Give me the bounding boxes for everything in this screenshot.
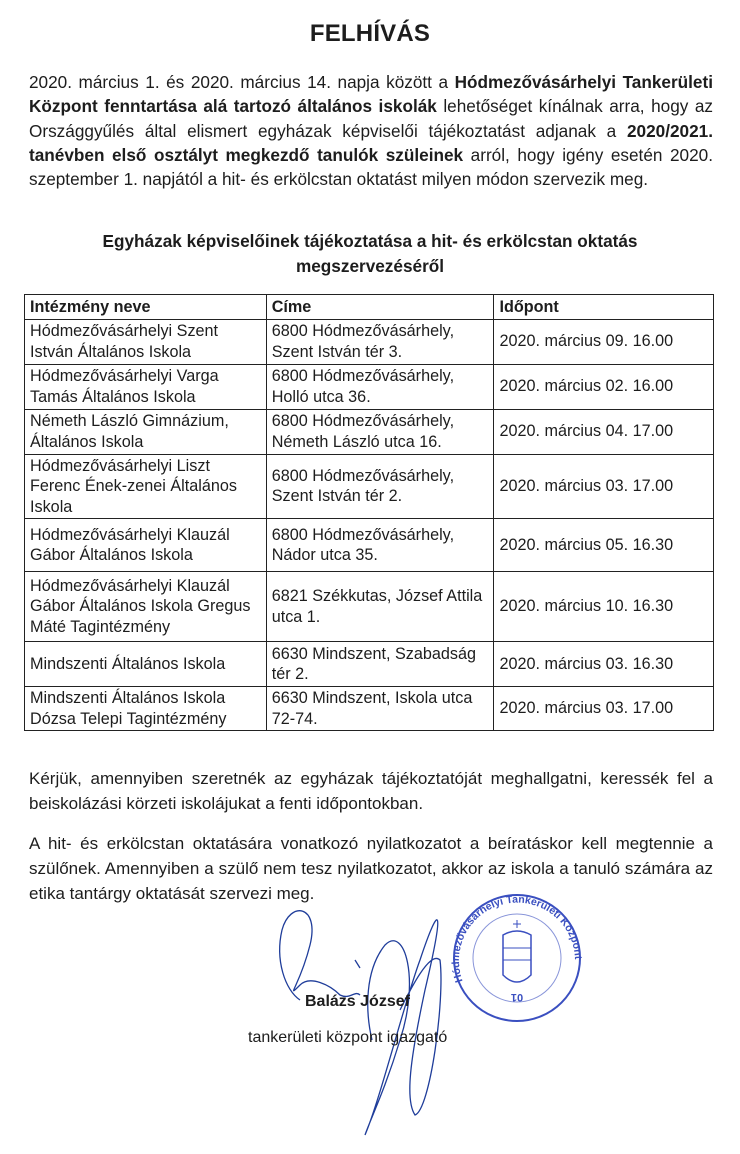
signatory-name: Balázs József xyxy=(305,993,410,1010)
institution-cell: Hódmezővásárhelyi Liszt Ferenc Ének-zenei Általános Iskola xyxy=(25,454,267,519)
time-cell: 2020. március 10. 16.30 xyxy=(494,572,714,642)
stamp-number: 01 xyxy=(510,991,524,1003)
stamp-inner-ring xyxy=(473,914,561,1002)
official-stamp xyxy=(450,894,584,1021)
column-header-institution: Intézmény neve xyxy=(25,295,267,320)
address-cell: 6800 Hódmezővásárhely, Holló utca 36. xyxy=(266,364,494,409)
address-cell: 6630 Mindszent, Szabadság tér 2. xyxy=(266,642,494,687)
time-cell: 2020. március 05. 16.30 xyxy=(494,519,714,572)
time-cell: 2020. március 04. 17.00 xyxy=(494,409,714,454)
table-row xyxy=(25,319,714,364)
table-row xyxy=(25,572,714,642)
table-row xyxy=(25,409,714,454)
table-row xyxy=(25,519,714,572)
column-header-time: Időpont xyxy=(494,295,714,320)
institution-cell: Mindszenti Általános Iskola xyxy=(25,642,267,687)
time-cell: 2020. március 03. 17.00 xyxy=(494,454,714,519)
table-row xyxy=(25,687,714,731)
handwritten-signature xyxy=(280,911,441,1135)
intro-text-1: 2020. március 1. és 2020. március 14. napja között a xyxy=(29,72,455,92)
table-row xyxy=(25,364,714,409)
institution-cell: Németh László Gimnázium, Általános Iskola xyxy=(25,409,267,454)
signatory-role: tankerületi központ igazgató xyxy=(248,1029,448,1046)
institution-cell: Hódmezővásárhelyi Szent István Általános Iskola xyxy=(25,319,267,364)
table-row xyxy=(25,642,714,687)
institution-cell: Hódmezővásárhelyi Klauzál Gábor Általános Iskola Gregus Máté Tagintézmény xyxy=(25,572,267,642)
declaration-paragraph: A hit- és erkölcstan oktatására vonatkozó nyilatkozatot a beíratáskor kell megtennie a szülőnek. Amennyiben a szülő nem tesz nyilatkozatot, akkor az iskola a tanuló számára az etika tantárgy oktatását szervezi meg. xyxy=(29,834,713,903)
institution-cell: Hódmezővásárhelyi Klauzál Gábor Általános Iskola xyxy=(25,519,267,572)
coat-of-arms-icon xyxy=(503,931,531,982)
table-header-row xyxy=(25,295,714,320)
address-cell: 6800 Hódmezővásárhely, Németh László utca 16. xyxy=(266,409,494,454)
intro-text-3: arról, hogy igény esetén 2020. szeptember 1. napjától a hit- és erkölcstan oktatást milyen módon szervezik meg. xyxy=(29,144,713,190)
request-paragraph: Kérjük, amennyiben szeretnék az egyházak tájékoztatóját meghallgatni, keressék fel a beiskolázási körzeti iskolájukat a fenti időpontokban. xyxy=(29,769,713,813)
schedule-table xyxy=(24,294,714,731)
signature-stroke xyxy=(280,911,360,1000)
intro-paragraph xyxy=(29,70,713,191)
table-heading: Egyházak képviselőinek tájékoztatása a hit- és erkölcstan oktatás megszervezéséről xyxy=(102,231,638,276)
intro-text-2: lehetőséget kínálnak arra, hogy az Országgyűlés által elismert egyházak képviselői tájékoztatást adjanak a xyxy=(29,96,713,141)
stamp-outer-ring xyxy=(454,895,580,1021)
address-cell: 6630 Mindszent, Iskola utca 72-74. xyxy=(266,687,494,731)
address-cell: 6800 Hódmezővásárhely, Szent István tér 2. xyxy=(266,454,494,519)
institution-cell: Mindszenti Általános Iskola Dózsa Telepi Tagintézmény xyxy=(25,687,267,731)
time-cell: 2020. március 03. 17.00 xyxy=(494,687,714,731)
address-cell: 6821 Székkutas, József Attila utca 1. xyxy=(266,572,494,642)
institution-cell: Hódmezővásárhelyi Varga Tamás Általános Iskola xyxy=(25,364,267,409)
table-row xyxy=(25,454,714,519)
time-cell: 2020. március 03. 16.30 xyxy=(494,642,714,687)
intro-bold-1: Hódmezővásárhelyi Tankerületi Központ fenntartása alá tartozó általános iskolák xyxy=(29,72,713,117)
signature-stroke xyxy=(365,920,441,1135)
intro-bold-2: 2020/2021. tanévben első osztályt megkezdő tanulók szüleinek xyxy=(29,120,713,165)
time-cell: 2020. március 09. 16.00 xyxy=(494,319,714,364)
signature-stroke xyxy=(355,960,360,968)
address-cell: 6800 Hódmezővásárhely, Szent István tér 3. xyxy=(266,319,494,364)
stamp-text: Hódmezővásárhelyi Tankerületi Központ xyxy=(449,893,585,984)
coat-of-arms-detail xyxy=(503,920,531,960)
column-header-address: Címe xyxy=(266,295,494,320)
address-cell: 6800 Hódmezővásárhely, Nádor utca 35. xyxy=(266,519,494,572)
document-title: FELHÍVÁS xyxy=(309,20,431,47)
time-cell: 2020. március 02. 16.00 xyxy=(494,364,714,409)
